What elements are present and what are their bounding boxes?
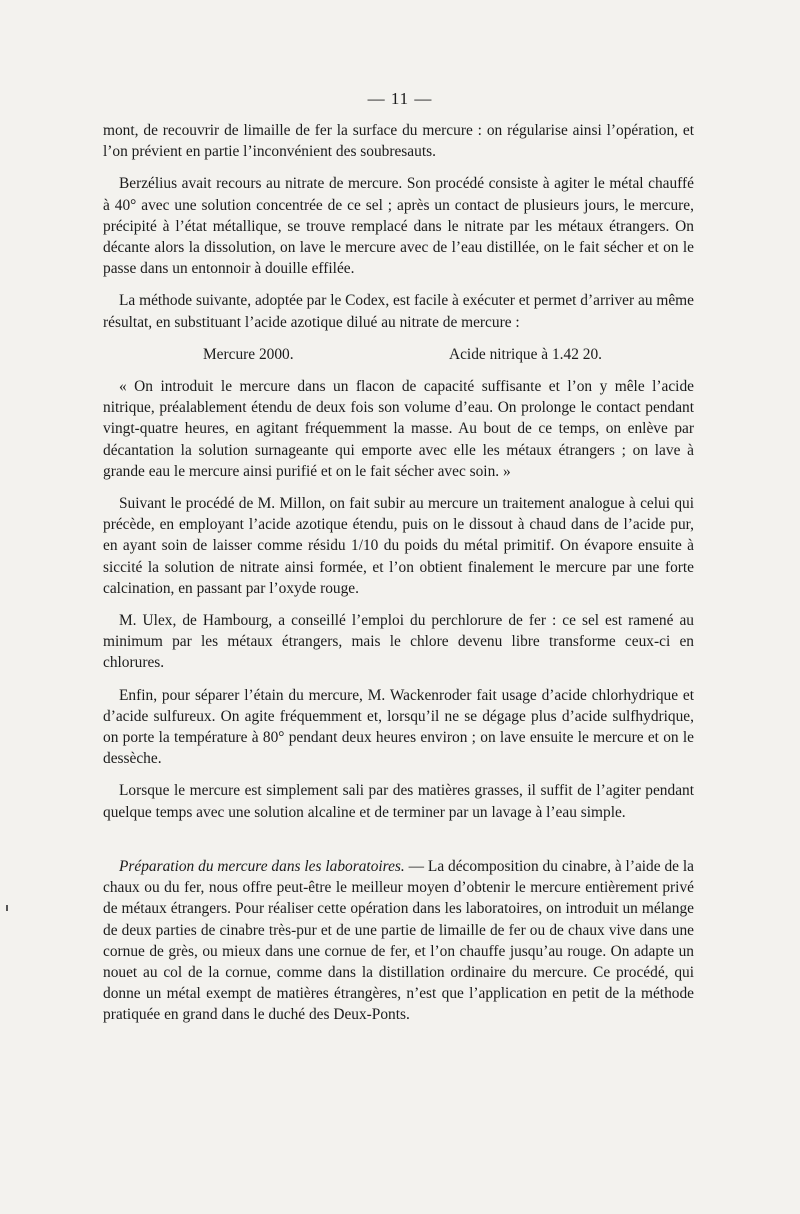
page-body	[103, 120, 694, 1037]
formula-nitric-acid: Acide nitrique à 1.42 20.	[448, 345, 602, 363]
page-edge-mark	[6, 905, 8, 911]
paragraph-berzelius: Berzélius avait recours au nitrate de mercure. Son procédé consiste à agiter le métal chauffé à 40° avec une solution concentrée de ce sel ; après un contact de plusieurs jours, le mercure, précipité à l’état métallique, se trouve remplacé dans le nitrate par les métaux étrangers. On décante alors la dissolution, on lave le mercure avec de l’eau distillée, on le fait sécher et on le passe dans un entonnoir à douille effilée.	[103, 175, 694, 278]
paragraph-millon: Suivant le procédé de M. Millon, on fait subir au mercure un traitement analogue à celui qui précède, en employant l’acide azotique étendu, puis on le dissout à chaud dans de l’acide pur, en ayant soin de laisser comme résidu 1/10 du poids du métal primitif. On évapore ensuite à siccité la solution de nitrate ainsi formée, et l’on obtient finalement le mercure par une forte calcination, en passant par l’oxyde rouge.	[103, 495, 694, 597]
page-number: — 11 —	[367, 89, 433, 108]
formula-line	[103, 344, 694, 365]
paragraph-greasy-mercury: Lorsque le mercure est simplement sali par des matières grasses, il suffit de l’agiter pendant quelque temps avec une solution alcaline et de terminer par un lavage à l’eau simple.	[103, 782, 694, 821]
paragraph-wackenroder: Enfin, pour séparer l’étain du mercure, M. Wackenroder fait usage d’acide chlorhydrique et d’acide sulfureux. On agite fréquemment et, lorsqu’il ne se dégage plus d’acide sulfhydrique, on porte la température à 80° pendant deux heures environ ; on lave ensuite le mercure et on le dessèche.	[103, 686, 694, 768]
paragraph-ulex: M. Ulex, de Hambourg, a conseillé l’emploi du perchlorure de fer : ce sel est ramené au minimum par les métaux étrangers, mais le chlore devenu libre transforme ceux-ci en chlorures.	[103, 612, 694, 672]
paragraph-codex-quote: « On introduit le mercure dans un flacon de capacité suffisante et l’on y mêle l’acide nitrique, préalablement étendu de deux fois son volume d’eau. On prolonge le contact pendant vingt-quatre heures, en agitant fréquemment la masse. Au bout de ce temps, on enlève par décantation la solution surnageante qui emporte avec elle les métaux étrangers ; on lave à grande eau le mercure ainsi purifié et on le fait sécher avec soin. »	[103, 378, 694, 480]
paragraph-codex-method: La méthode suivante, adoptée par le Codex, est facile à exécuter et permet d’arriver au même résultat, en substituant l’acide azotique dilué au nitrate de mercure :	[103, 292, 694, 331]
paragraph-continuation: mont, de recouvrir de limaille de fer la surface du mercure : on régularise ainsi l’opération, et l’on prévient en partie l’inconvénient des soubresauts.	[103, 122, 694, 161]
formula-mercury: Mercure 2000.	[203, 345, 294, 363]
section-title: Préparation du mercure dans les laboratoires.	[119, 857, 405, 875]
section-text: — La décomposition du cinabre, à l’aide de la chaux ou du fer, nous offre peut-être le meilleur moyen d’obtenir le mercure entièrement privé de métaux étrangers. Pour réaliser cette opération dans les laboratoires, on introduit un mélange de deux parties de cinabre très-pur et de une partie de limaille de fer ou de chaux vive dans une cornue de grès, ou mieux dans une cornue de fer, et l’on chauffe jusqu’au rouge. On adapte un nouet au col de la cornue, comme dans la distillation ordinaire du mercure. Ce procédé, qui donne un métal exempt de matières étrangères, n’est que l’application en petit de la méthode pratiquée en grand dans le duché des Deux-Ponts.	[103, 857, 694, 1024]
paragraph-laboratory-preparation	[103, 856, 694, 1026]
section-spacer	[103, 834, 694, 856]
